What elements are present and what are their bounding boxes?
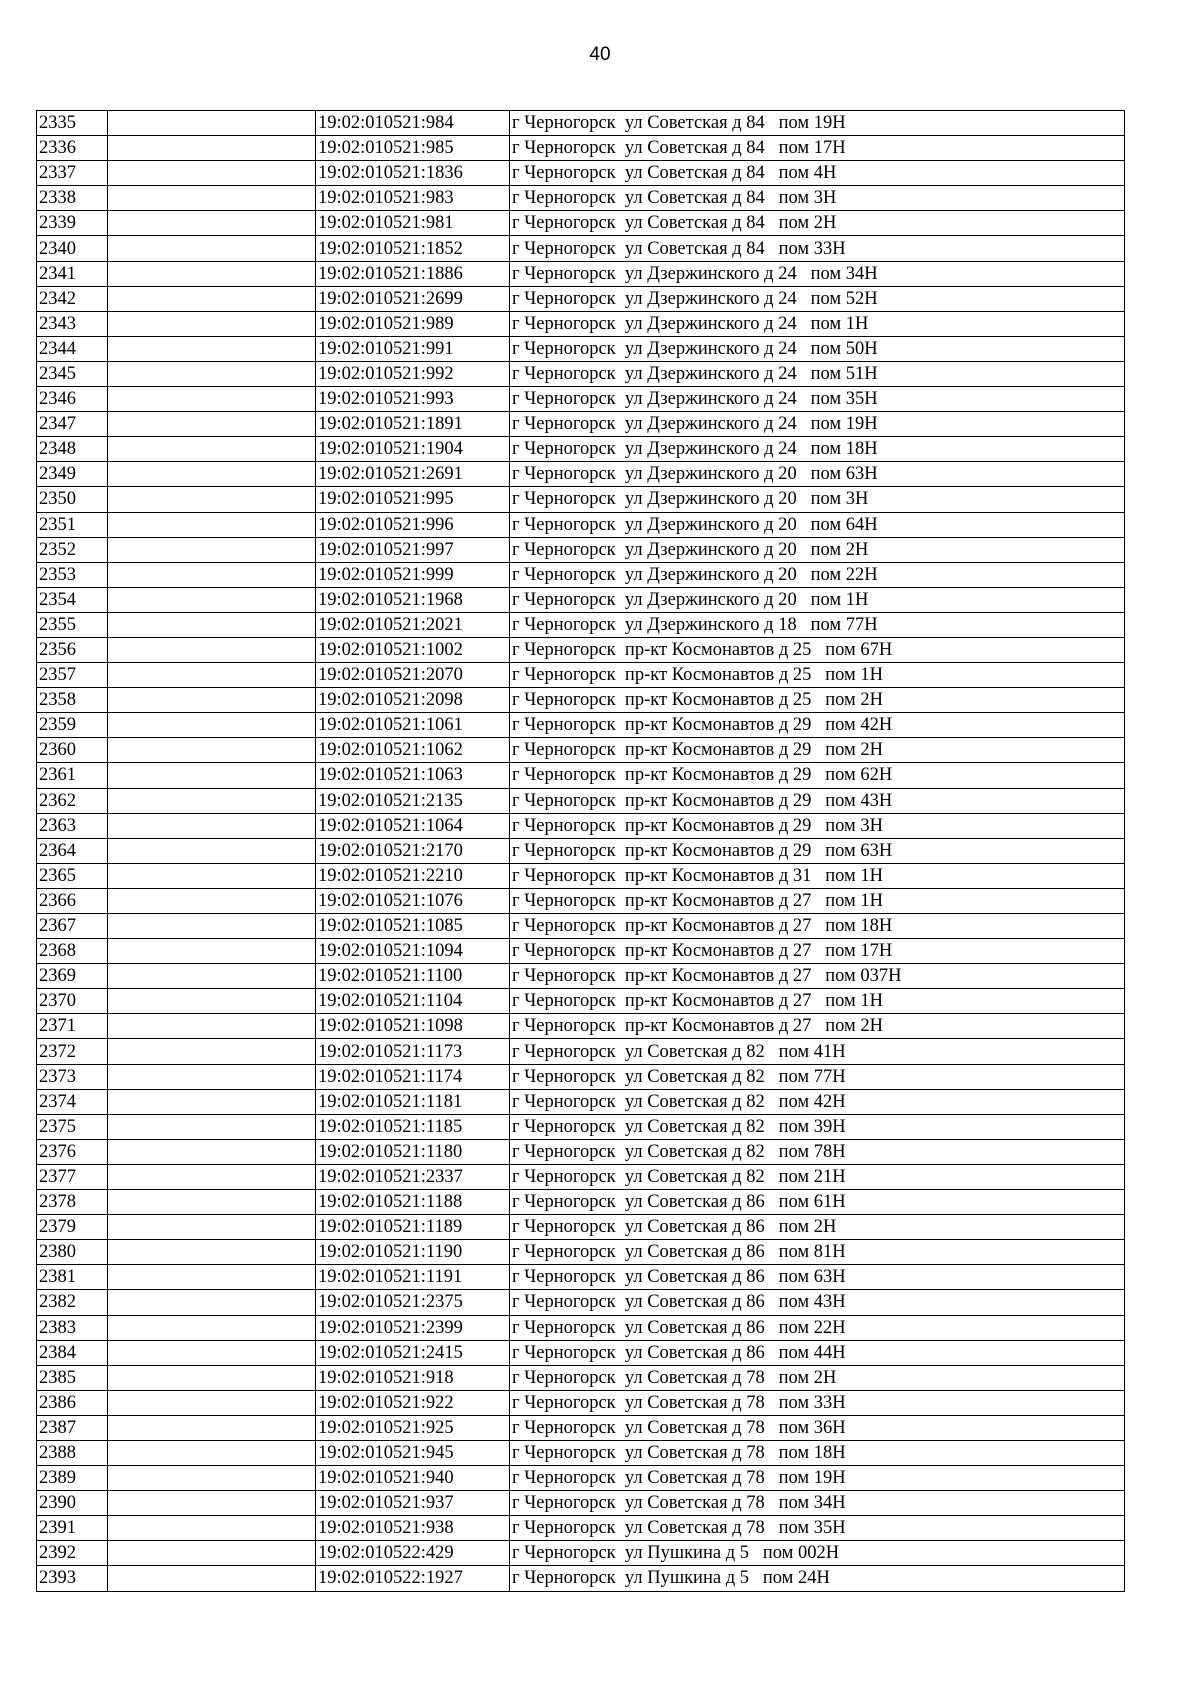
table-row — [37, 562, 1125, 587]
row-number-cell: 2356 — [37, 637, 108, 662]
cadastral-number-cell: 19:02:010521:925 — [316, 1415, 510, 1440]
cadastral-number-cell: 19:02:010521:2210 — [316, 863, 510, 888]
table-row — [37, 763, 1125, 788]
table-row — [37, 1315, 1125, 1340]
cadastral-number-cell: 19:02:010521:2375 — [316, 1290, 510, 1315]
empty-cell — [108, 788, 316, 813]
address-cell: г Черногорск ул Советская д 86 пом 63Н — [510, 1265, 1125, 1290]
row-number-cell: 2367 — [37, 914, 108, 939]
empty-cell — [108, 1440, 316, 1465]
property-registry-table — [36, 110, 1125, 1592]
table-row — [37, 1014, 1125, 1039]
cadastral-number-cell: 19:02:010521:1104 — [316, 989, 510, 1014]
row-number-cell: 2368 — [37, 939, 108, 964]
cadastral-number-cell: 19:02:010521:993 — [316, 387, 510, 412]
page-number: 40 — [589, 44, 611, 65]
table-row — [37, 1139, 1125, 1164]
cadastral-number-cell: 19:02:010521:1904 — [316, 437, 510, 462]
cadastral-number-cell: 19:02:010521:2098 — [316, 688, 510, 713]
row-number-cell: 2366 — [37, 888, 108, 913]
cadastral-number-cell: 19:02:010521:997 — [316, 537, 510, 562]
address-cell: г Черногорск ул Советская д 86 пом 22Н — [510, 1315, 1125, 1340]
row-number-cell: 2352 — [37, 537, 108, 562]
cadastral-number-cell: 19:02:010521:918 — [316, 1365, 510, 1390]
address-cell: г Черногорск пр-кт Космонавтов д 31 пом 1Н — [510, 863, 1125, 888]
registry-table-body — [37, 111, 1125, 1592]
empty-cell — [108, 1315, 316, 1340]
table-row — [37, 1215, 1125, 1240]
cadastral-number-cell: 19:02:010521:981 — [316, 211, 510, 236]
row-number-cell: 2349 — [37, 462, 108, 487]
cadastral-number-cell: 19:02:010521:2021 — [316, 612, 510, 637]
empty-cell — [108, 1290, 316, 1315]
cadastral-number-cell: 19:02:010521:922 — [316, 1390, 510, 1415]
empty-cell — [108, 437, 316, 462]
address-cell: г Черногорск ул Дзержинского д 24 пом 18Н — [510, 437, 1125, 462]
cadastral-number-cell: 19:02:010521:2070 — [316, 663, 510, 688]
empty-cell — [108, 663, 316, 688]
empty-cell — [108, 1114, 316, 1139]
empty-cell — [108, 813, 316, 838]
table-row — [37, 412, 1125, 437]
table-row — [37, 1340, 1125, 1365]
address-cell: г Черногорск ул Дзержинского д 24 пом 35Н — [510, 387, 1125, 412]
empty-cell — [108, 1064, 316, 1089]
empty-cell — [108, 713, 316, 738]
address-cell: г Черногорск ул Дзержинского д 20 пом 64Н — [510, 512, 1125, 537]
row-number-cell: 2354 — [37, 587, 108, 612]
address-cell: г Черногорск ул Дзержинского д 20 пом 1Н — [510, 587, 1125, 612]
table-row — [37, 136, 1125, 161]
cadastral-number-cell: 19:02:010521:1891 — [316, 412, 510, 437]
row-number-cell: 2372 — [37, 1039, 108, 1064]
address-cell: г Черногорск ул Советская д 86 пом 2Н — [510, 1215, 1125, 1240]
address-cell: г Черногорск ул Советская д 84 пом 19Н — [510, 111, 1125, 136]
empty-cell — [108, 111, 316, 136]
cadastral-number-cell: 19:02:010521:1002 — [316, 637, 510, 662]
cadastral-number-cell: 19:02:010521:1190 — [316, 1240, 510, 1265]
cadastral-number-cell: 19:02:010521:1180 — [316, 1139, 510, 1164]
cadastral-number-cell: 19:02:010521:945 — [316, 1440, 510, 1465]
row-number-cell: 2362 — [37, 788, 108, 813]
cadastral-number-cell: 19:02:010521:1061 — [316, 713, 510, 738]
cadastral-number-cell: 19:02:010521:996 — [316, 512, 510, 537]
empty-cell — [108, 412, 316, 437]
address-cell: г Черногорск пр-кт Космонавтов д 27 пом 037Н — [510, 964, 1125, 989]
empty-cell — [108, 1014, 316, 1039]
empty-cell — [108, 1139, 316, 1164]
empty-cell — [108, 964, 316, 989]
cadastral-number-cell: 19:02:010521:2699 — [316, 286, 510, 311]
empty-cell — [108, 1340, 316, 1365]
row-number-cell: 2338 — [37, 186, 108, 211]
cadastral-number-cell: 19:02:010521:1852 — [316, 236, 510, 261]
cadastral-number-cell: 19:02:010521:1181 — [316, 1089, 510, 1114]
cadastral-number-cell: 19:02:010521:983 — [316, 186, 510, 211]
table-row — [37, 813, 1125, 838]
table-row — [37, 462, 1125, 487]
table-row — [37, 487, 1125, 512]
row-number-cell: 2339 — [37, 211, 108, 236]
table-row — [37, 1440, 1125, 1465]
table-row — [37, 637, 1125, 662]
address-cell: г Черногорск ул Советская д 84 пом 2Н — [510, 211, 1125, 236]
empty-cell — [108, 1566, 316, 1591]
cadastral-number-cell: 19:02:010521:937 — [316, 1491, 510, 1516]
empty-cell — [108, 1240, 316, 1265]
table-row — [37, 1365, 1125, 1390]
table-row — [37, 111, 1125, 136]
table-row — [37, 361, 1125, 386]
row-number-cell: 2373 — [37, 1064, 108, 1089]
empty-cell — [108, 838, 316, 863]
empty-cell — [108, 236, 316, 261]
address-cell: г Черногорск ул Пушкина д 5 пом 24Н — [510, 1566, 1125, 1591]
row-number-cell: 2388 — [37, 1440, 108, 1465]
cadastral-number-cell: 19:02:010521:2170 — [316, 838, 510, 863]
table-row — [37, 914, 1125, 939]
table-row — [37, 1164, 1125, 1189]
row-number-cell: 2384 — [37, 1340, 108, 1365]
address-cell: г Черногорск пр-кт Космонавтов д 27 пом 1Н — [510, 888, 1125, 913]
cadastral-number-cell: 19:02:010521:1968 — [316, 587, 510, 612]
cadastral-number-cell: 19:02:010521:1100 — [316, 964, 510, 989]
cadastral-number-cell: 19:02:010521:2399 — [316, 1315, 510, 1340]
cadastral-number-cell: 19:02:010521:2691 — [316, 462, 510, 487]
row-number-cell: 2387 — [37, 1415, 108, 1440]
address-cell: г Черногорск ул Советская д 84 пом 17Н — [510, 136, 1125, 161]
row-number-cell: 2343 — [37, 311, 108, 336]
table-row — [37, 1290, 1125, 1315]
empty-cell — [108, 1089, 316, 1114]
address-cell: г Черногорск ул Советская д 82 пом 78Н — [510, 1139, 1125, 1164]
empty-cell — [108, 211, 316, 236]
cadastral-number-cell: 19:02:010521:1191 — [316, 1265, 510, 1290]
address-cell: г Черногорск ул Советская д 86 пом 44Н — [510, 1340, 1125, 1365]
cadastral-number-cell: 19:02:010521:1063 — [316, 763, 510, 788]
address-cell: г Черногорск ул Дзержинского д 20 пом 22Н — [510, 562, 1125, 587]
cadastral-number-cell: 19:02:010521:989 — [316, 311, 510, 336]
cadastral-number-cell: 19:02:010521:938 — [316, 1516, 510, 1541]
address-cell: г Черногорск пр-кт Космонавтов д 29 пом 3Н — [510, 813, 1125, 838]
cadastral-number-cell: 19:02:010521:2415 — [316, 1340, 510, 1365]
row-number-cell: 2377 — [37, 1164, 108, 1189]
table-row — [37, 286, 1125, 311]
table-row — [37, 236, 1125, 261]
address-cell: г Черногорск ул Советская д 78 пом 35Н — [510, 1516, 1125, 1541]
address-cell: г Черногорск пр-кт Космонавтов д 25 пом 67Н — [510, 637, 1125, 662]
row-number-cell: 2345 — [37, 361, 108, 386]
empty-cell — [108, 1215, 316, 1240]
row-number-cell: 2393 — [37, 1566, 108, 1591]
row-number-cell: 2359 — [37, 713, 108, 738]
cadastral-number-cell: 19:02:010521:984 — [316, 111, 510, 136]
address-cell: г Черногорск ул Дзержинского д 24 пом 1Н — [510, 311, 1125, 336]
empty-cell — [108, 1164, 316, 1189]
address-cell: г Черногорск ул Пушкина д 5 пом 002Н — [510, 1541, 1125, 1566]
address-cell: г Черногорск пр-кт Космонавтов д 29 пом 42Н — [510, 713, 1125, 738]
table-row — [37, 1566, 1125, 1591]
address-cell: г Черногорск пр-кт Космонавтов д 27 пом 17Н — [510, 939, 1125, 964]
cadastral-number-cell: 19:02:010521:1064 — [316, 813, 510, 838]
row-number-cell: 2336 — [37, 136, 108, 161]
address-cell: г Черногорск ул Советская д 78 пом 18Н — [510, 1440, 1125, 1465]
table-row — [37, 1265, 1125, 1290]
table-row — [37, 989, 1125, 1014]
cadastral-number-cell: 19:02:010521:1185 — [316, 1114, 510, 1139]
cadastral-number-cell: 19:02:010521:2337 — [316, 1164, 510, 1189]
table-row — [37, 1240, 1125, 1265]
empty-cell — [108, 186, 316, 211]
cadastral-number-cell: 19:02:010521:995 — [316, 487, 510, 512]
address-cell: г Черногорск пр-кт Космонавтов д 29 пом 63Н — [510, 838, 1125, 863]
address-cell: г Черногорск ул Советская д 78 пом 34Н — [510, 1491, 1125, 1516]
row-number-cell: 2389 — [37, 1466, 108, 1491]
row-number-cell: 2390 — [37, 1491, 108, 1516]
address-cell: г Черногорск ул Советская д 78 пом 36Н — [510, 1415, 1125, 1440]
row-number-cell: 2364 — [37, 838, 108, 863]
empty-cell — [108, 286, 316, 311]
table-row — [37, 186, 1125, 211]
address-cell: г Черногорск ул Советская д 86 пом 81Н — [510, 1240, 1125, 1265]
cadastral-number-cell: 19:02:010521:991 — [316, 336, 510, 361]
table-row — [37, 1516, 1125, 1541]
row-number-cell: 2357 — [37, 663, 108, 688]
cadastral-number-cell: 19:02:010522:429 — [316, 1541, 510, 1566]
address-cell: г Черногорск ул Дзержинского д 20 пом 3Н — [510, 487, 1125, 512]
row-number-cell: 2335 — [37, 111, 108, 136]
address-cell: г Черногорск ул Советская д 82 пом 41Н — [510, 1039, 1125, 1064]
address-cell: г Черногорск ул Советская д 84 пом 4Н — [510, 161, 1125, 186]
row-number-cell: 2337 — [37, 161, 108, 186]
address-cell: г Черногорск ул Дзержинского д 24 пом 52Н — [510, 286, 1125, 311]
row-number-cell: 2361 — [37, 763, 108, 788]
address-cell: г Черногорск пр-кт Космонавтов д 27 пом 18Н — [510, 914, 1125, 939]
address-cell: г Черногорск ул Советская д 78 пом 19Н — [510, 1466, 1125, 1491]
empty-cell — [108, 888, 316, 913]
address-cell: г Черногорск пр-кт Космонавтов д 27 пом 1Н — [510, 989, 1125, 1014]
address-cell: г Черногорск пр-кт Космонавтов д 29 пом 43Н — [510, 788, 1125, 813]
cadastral-number-cell: 19:02:010521:1189 — [316, 1215, 510, 1240]
address-cell: г Черногорск ул Дзержинского д 24 пом 34Н — [510, 261, 1125, 286]
table-row — [37, 663, 1125, 688]
row-number-cell: 2378 — [37, 1190, 108, 1215]
table-row — [37, 387, 1125, 412]
empty-cell — [108, 914, 316, 939]
empty-cell — [108, 1415, 316, 1440]
row-number-cell: 2391 — [37, 1516, 108, 1541]
row-number-cell: 2351 — [37, 512, 108, 537]
cadastral-number-cell: 19:02:010521:992 — [316, 361, 510, 386]
empty-cell — [108, 1265, 316, 1290]
empty-cell — [108, 336, 316, 361]
empty-cell — [108, 487, 316, 512]
empty-cell — [108, 512, 316, 537]
table-row — [37, 1466, 1125, 1491]
empty-cell — [108, 1390, 316, 1415]
table-row — [37, 211, 1125, 236]
table-row — [37, 1541, 1125, 1566]
cadastral-number-cell: 19:02:010521:999 — [316, 562, 510, 587]
address-cell: г Черногорск ул Советская д 82 пом 77Н — [510, 1064, 1125, 1089]
address-cell: г Черногорск ул Советская д 84 пом 33Н — [510, 236, 1125, 261]
cadastral-number-cell: 19:02:010521:1098 — [316, 1014, 510, 1039]
row-number-cell: 2342 — [37, 286, 108, 311]
empty-cell — [108, 587, 316, 612]
empty-cell — [108, 738, 316, 763]
empty-cell — [108, 1516, 316, 1541]
cadastral-number-cell: 19:02:010521:1188 — [316, 1190, 510, 1215]
row-number-cell: 2375 — [37, 1114, 108, 1139]
row-number-cell: 2344 — [37, 336, 108, 361]
table-row — [37, 261, 1125, 286]
row-number-cell: 2376 — [37, 1139, 108, 1164]
empty-cell — [108, 1541, 316, 1566]
address-cell: г Черногорск ул Советская д 78 пом 33Н — [510, 1390, 1125, 1415]
table-row — [37, 1415, 1125, 1440]
cadastral-number-cell: 19:02:010521:1076 — [316, 888, 510, 913]
empty-cell — [108, 311, 316, 336]
row-number-cell: 2392 — [37, 1541, 108, 1566]
cadastral-number-cell: 19:02:010521:1174 — [316, 1064, 510, 1089]
table-row — [37, 964, 1125, 989]
row-number-cell: 2350 — [37, 487, 108, 512]
address-cell: г Черногорск ул Советская д 82 пом 42Н — [510, 1089, 1125, 1114]
empty-cell — [108, 1190, 316, 1215]
table-row — [37, 713, 1125, 738]
row-number-cell: 2371 — [37, 1014, 108, 1039]
empty-cell — [108, 1365, 316, 1390]
address-cell: г Черногорск ул Дзержинского д 24 пом 19Н — [510, 412, 1125, 437]
row-number-cell: 2341 — [37, 261, 108, 286]
empty-cell — [108, 136, 316, 161]
row-number-cell: 2382 — [37, 1290, 108, 1315]
table-row — [37, 336, 1125, 361]
address-cell: г Черногорск ул Советская д 86 пом 61Н — [510, 1190, 1125, 1215]
table-row — [37, 311, 1125, 336]
row-number-cell: 2374 — [37, 1089, 108, 1114]
table-row — [37, 612, 1125, 637]
address-cell: г Черногорск ул Дзержинского д 20 пом 2Н — [510, 537, 1125, 562]
row-number-cell: 2360 — [37, 738, 108, 763]
row-number-cell: 2348 — [37, 437, 108, 462]
address-cell: г Черногорск ул Дзержинского д 24 пом 50Н — [510, 336, 1125, 361]
address-cell: г Черногорск ул Советская д 82 пом 21Н — [510, 1164, 1125, 1189]
table-row — [37, 437, 1125, 462]
address-cell: г Черногорск ул Советская д 84 пом 3Н — [510, 186, 1125, 211]
table-row — [37, 939, 1125, 964]
empty-cell — [108, 1466, 316, 1491]
empty-cell — [108, 863, 316, 888]
cadastral-number-cell: 19:02:010521:940 — [316, 1466, 510, 1491]
address-cell: г Черногорск пр-кт Космонавтов д 29 пом 62Н — [510, 763, 1125, 788]
row-number-cell: 2363 — [37, 813, 108, 838]
address-cell: г Черногорск пр-кт Космонавтов д 25 пом 1Н — [510, 663, 1125, 688]
table-row — [37, 863, 1125, 888]
table-row — [37, 161, 1125, 186]
empty-cell — [108, 161, 316, 186]
empty-cell — [108, 612, 316, 637]
table-row — [37, 1039, 1125, 1064]
cadastral-number-cell: 19:02:010521:1062 — [316, 738, 510, 763]
empty-cell — [108, 637, 316, 662]
table-row — [37, 888, 1125, 913]
cadastral-number-cell: 19:02:010521:2135 — [316, 788, 510, 813]
empty-cell — [108, 1491, 316, 1516]
empty-cell — [108, 361, 316, 386]
cadastral-number-cell: 19:02:010521:1085 — [316, 914, 510, 939]
empty-cell — [108, 537, 316, 562]
row-number-cell: 2381 — [37, 1265, 108, 1290]
empty-cell — [108, 462, 316, 487]
address-cell: г Черногорск ул Дзержинского д 24 пом 51Н — [510, 361, 1125, 386]
table-row — [37, 512, 1125, 537]
address-cell: г Черногорск пр-кт Космонавтов д 27 пом 2Н — [510, 1014, 1125, 1039]
row-number-cell: 2386 — [37, 1390, 108, 1415]
row-number-cell: 2380 — [37, 1240, 108, 1265]
cadastral-number-cell: 19:02:010521:985 — [316, 136, 510, 161]
address-cell: г Черногорск ул Дзержинского д 18 пом 77Н — [510, 612, 1125, 637]
empty-cell — [108, 1039, 316, 1064]
row-number-cell: 2346 — [37, 387, 108, 412]
row-number-cell: 2347 — [37, 412, 108, 437]
address-cell: г Черногорск ул Советская д 78 пом 2Н — [510, 1365, 1125, 1390]
row-number-cell: 2385 — [37, 1365, 108, 1390]
cadastral-number-cell: 19:02:010522:1927 — [316, 1566, 510, 1591]
row-number-cell: 2383 — [37, 1315, 108, 1340]
empty-cell — [108, 387, 316, 412]
row-number-cell: 2369 — [37, 964, 108, 989]
row-number-cell: 2353 — [37, 562, 108, 587]
empty-cell — [108, 763, 316, 788]
table-row — [37, 838, 1125, 863]
table-row — [37, 688, 1125, 713]
empty-cell — [108, 989, 316, 1014]
empty-cell — [108, 261, 316, 286]
cadastral-number-cell: 19:02:010521:1836 — [316, 161, 510, 186]
table-row — [37, 1089, 1125, 1114]
row-number-cell: 2355 — [37, 612, 108, 637]
table-row — [37, 587, 1125, 612]
cadastral-number-cell: 19:02:010521:1173 — [316, 1039, 510, 1064]
table-row — [37, 738, 1125, 763]
table-row — [37, 537, 1125, 562]
address-cell: г Черногорск пр-кт Космонавтов д 29 пом 2Н — [510, 738, 1125, 763]
empty-cell — [108, 939, 316, 964]
row-number-cell: 2370 — [37, 989, 108, 1014]
cadastral-number-cell: 19:02:010521:1094 — [316, 939, 510, 964]
address-cell: г Черногорск ул Дзержинского д 20 пом 63Н — [510, 462, 1125, 487]
row-number-cell: 2379 — [37, 1215, 108, 1240]
table-row — [37, 1190, 1125, 1215]
table-row — [37, 1390, 1125, 1415]
table-row — [37, 788, 1125, 813]
table-row — [37, 1114, 1125, 1139]
address-cell: г Черногорск ул Советская д 86 пом 43Н — [510, 1290, 1125, 1315]
table-row — [37, 1064, 1125, 1089]
table-row — [37, 1491, 1125, 1516]
cadastral-number-cell: 19:02:010521:1886 — [316, 261, 510, 286]
empty-cell — [108, 688, 316, 713]
row-number-cell: 2365 — [37, 863, 108, 888]
address-cell: г Черногорск ул Советская д 82 пом 39Н — [510, 1114, 1125, 1139]
row-number-cell: 2358 — [37, 688, 108, 713]
address-cell: г Черногорск пр-кт Космонавтов д 25 пом 2Н — [510, 688, 1125, 713]
row-number-cell: 2340 — [37, 236, 108, 261]
empty-cell — [108, 562, 316, 587]
